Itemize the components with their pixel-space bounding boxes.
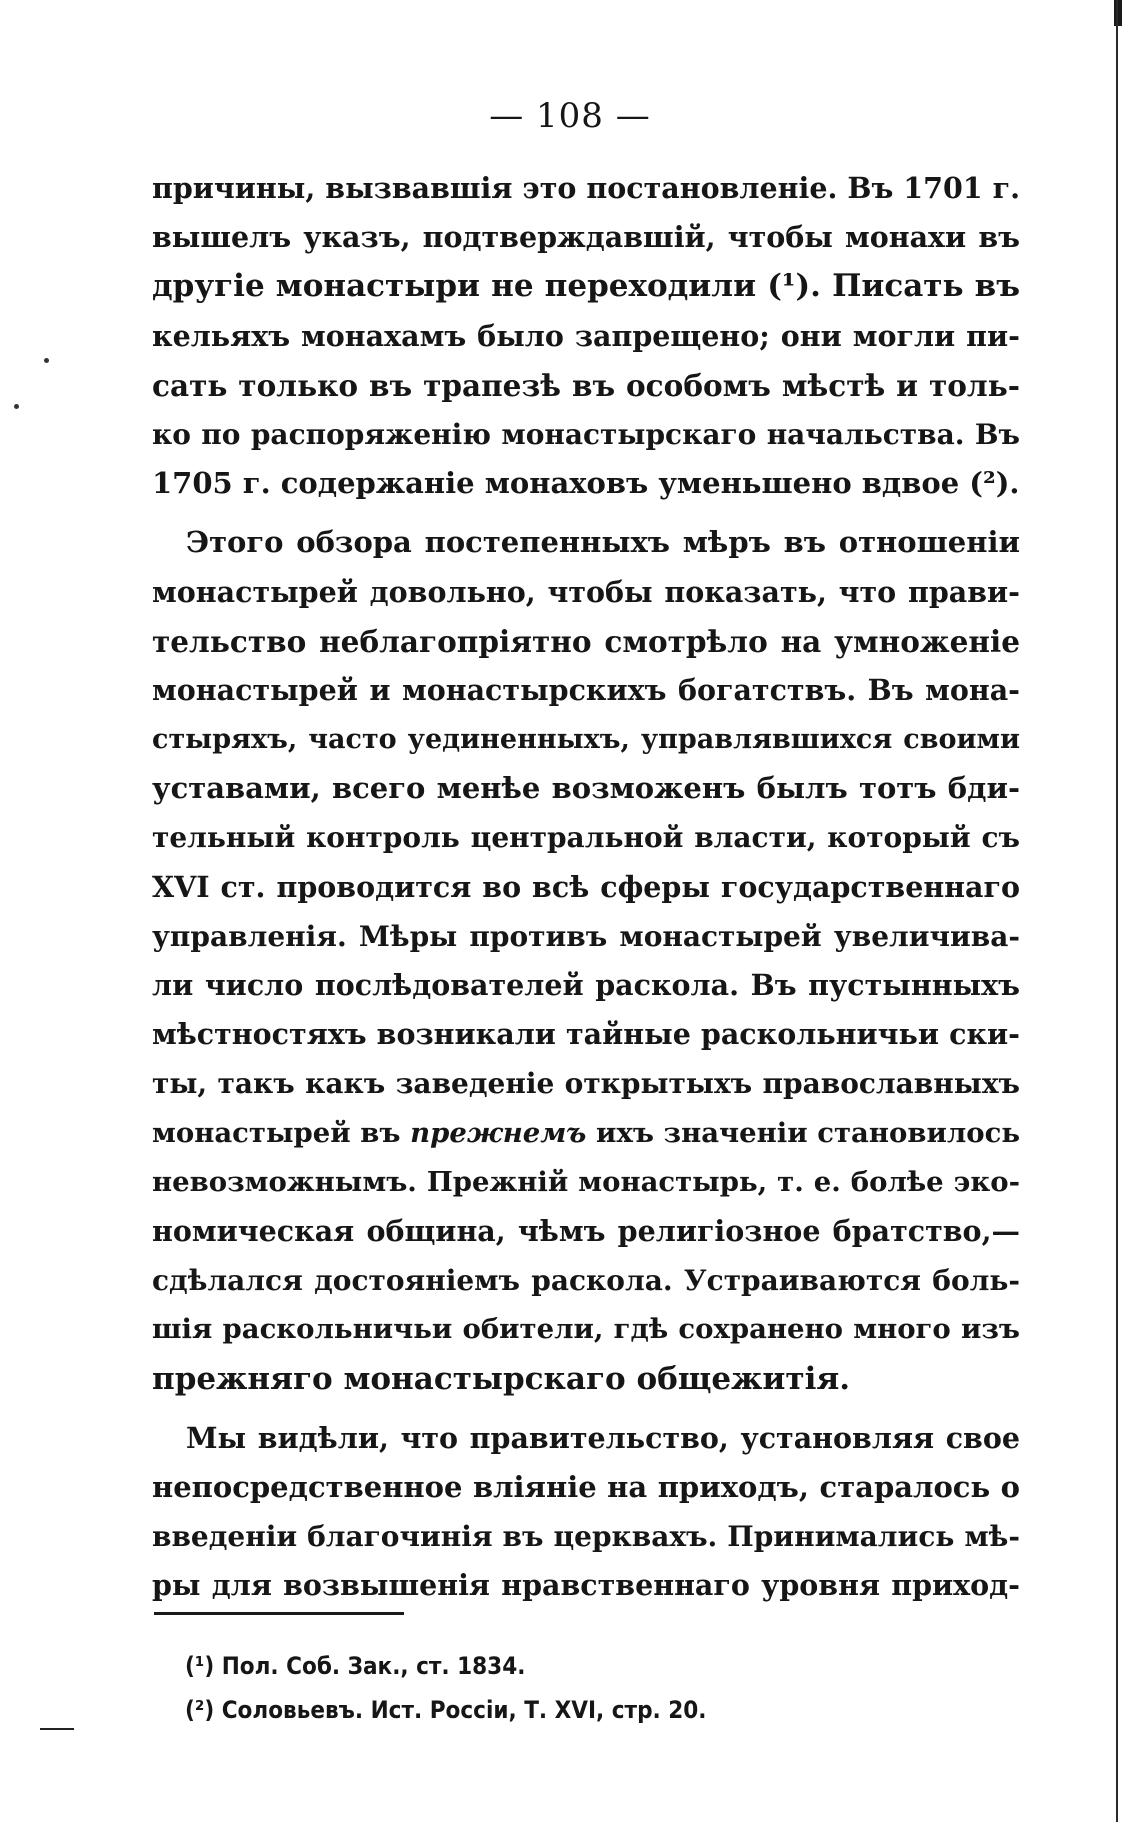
margin-dash-mark (40, 1728, 74, 1730)
text-line: управленiя. Мѣры противъ монастырей увеличива- (152, 919, 1020, 953)
footnotes (185, 1644, 985, 1732)
text-line: невозможнымъ. Прежнiй монастырь, т. е. болѣе эко- (152, 1165, 1020, 1198)
text-line: XVI ст. проводится во всѣ сферы государственнаго (152, 869, 1020, 904)
text-line: другiе монастыри не переходили (¹). Писать въ (152, 268, 1020, 305)
text-line: номическая община, чѣмъ религiозное братство,— (152, 1213, 1020, 1248)
footnote-1: (¹) Пол. Соб. Зак., ст. 1834. (185, 1652, 526, 1680)
text-line: Мы видѣли, что правительство, установляя свое (186, 1420, 1020, 1455)
text-line: непосредственное влiянiе на приходъ, старалось о (152, 1469, 1020, 1504)
text-line: стыряхъ, часто уединенныхъ, управлявшихся своими (152, 724, 1020, 756)
paragraph-gap (152, 508, 1020, 518)
text-line: 1705 г. содержанiе монаховъ уменьшено вдвое (²). (152, 466, 1020, 501)
italic-word: прежнемъ (410, 1116, 587, 1149)
margin-speck (14, 404, 19, 409)
paragraph-gap (152, 1404, 1020, 1414)
text-line: ли число послѣдователей раскола. Въ пустынныхъ (152, 968, 1020, 1002)
footnote-2: (²) Соловьевъ. Ист. Россiи, Т. XVI, стр. 20. (185, 1696, 707, 1724)
text-line: прежняго монастырскаго общежитiя. (152, 1360, 851, 1397)
margin-speck (44, 358, 49, 363)
footnote-rule (154, 1612, 404, 1615)
text-line: сать только въ трапезѣ въ особомъ мѣстѣ и толь- (152, 367, 1020, 403)
page-number: — 108 — (489, 96, 651, 136)
text-line: уставами, всего менѣе возможенъ былъ тотъ бди- (152, 771, 1020, 806)
text-line: ко по распоряженiю монастырскаго начальства. Въ (152, 417, 1020, 451)
text-line: вышелъ указъ, подтверждавшiй, чтобы монахи въ (152, 220, 1020, 255)
text-line: тельный контроль центральной власти, который съ (152, 821, 1020, 855)
scan-page-edge (1116, 0, 1118, 1822)
text-line: монастырей и монастырскихъ богатствъ. Въ мона- (152, 672, 1020, 707)
text-line: ры для возвышенiя нравственнаго уровня приход- (152, 1568, 1020, 1603)
text-line: Этого обзора постепенныхъ мѣръ въ отношенiи (186, 525, 1020, 560)
body-text (152, 164, 1020, 1610)
text-line: монастырей въ прежнемъ ихъ значенiи становилось (152, 1116, 1020, 1149)
text-line: мѣстностяхъ возникали тайные раскольничьи ски- (152, 1017, 1020, 1052)
text-line: причины, вызвавшiя это постановленiе. Въ 1701 г. (152, 171, 1020, 205)
text-line: сдѣлался достоянiемъ раскола. Устраиваются боль- (152, 1264, 1020, 1298)
text-line: шiя раскольничьи обители, гдѣ сохранено много изъ (152, 1313, 1020, 1346)
text-line: монастырей довольно, чтобы показать, что прави- (152, 574, 1020, 609)
text-line: тельство неблагопрiятно смотрѣло на умноженiе (152, 623, 1020, 659)
text-line: кельяхъ монахамъ было запрещено; они могли пи- (152, 318, 1020, 353)
text-line: ты, такъ какъ заведенiе открытыхъ православныхъ (152, 1067, 1020, 1101)
text-line: введенiи благочинiя въ церквахъ. Принимались мѣ- (152, 1520, 1020, 1554)
